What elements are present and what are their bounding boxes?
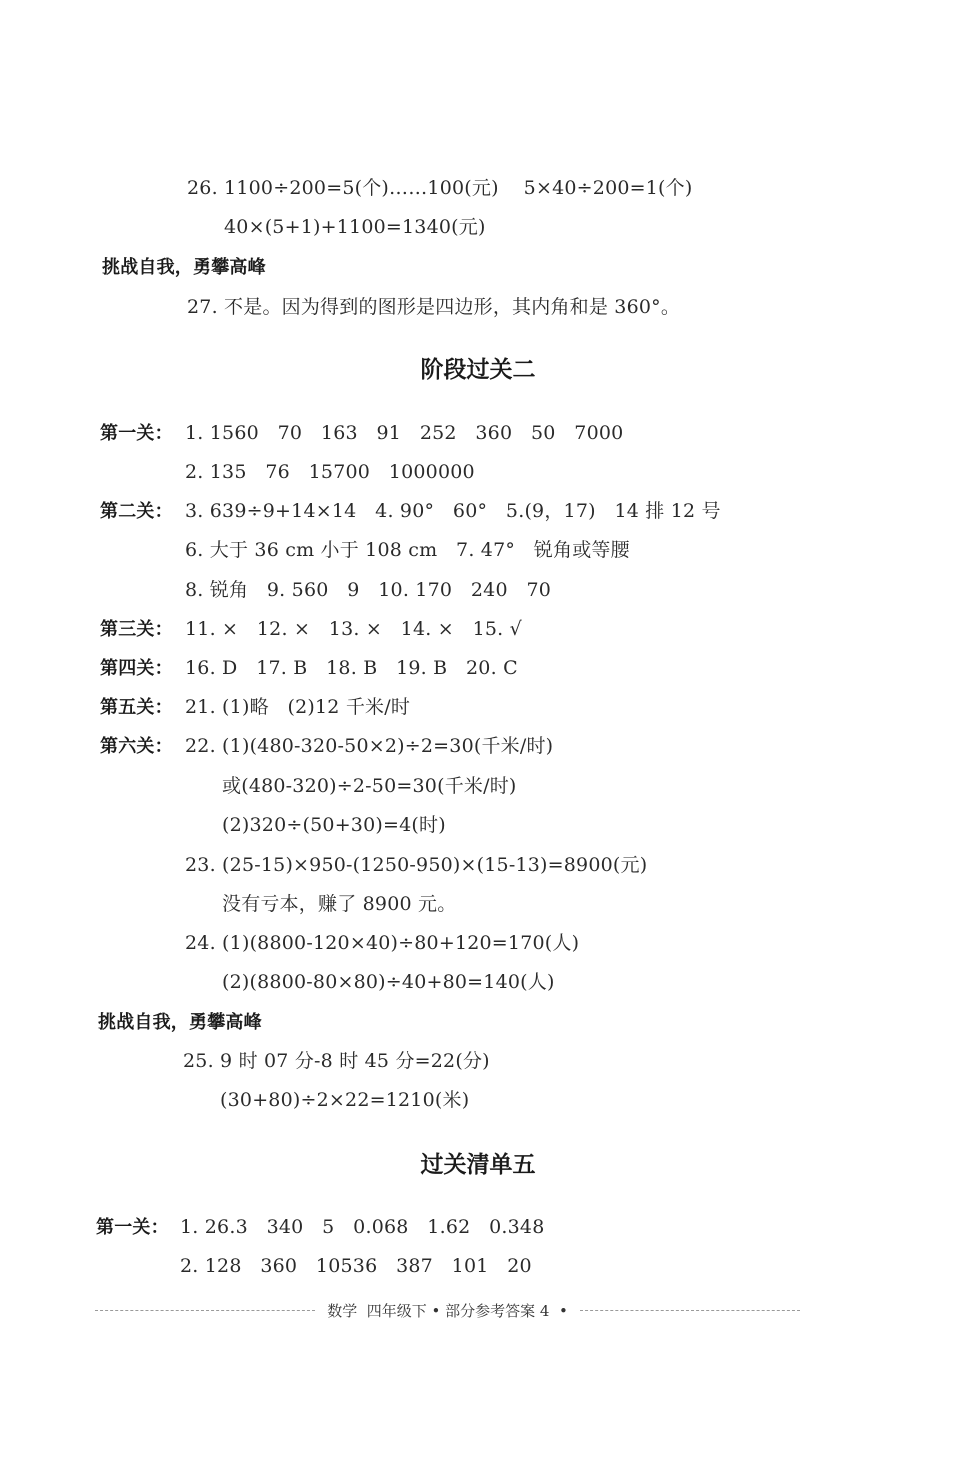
level-5-answers: 21. (1)略 (2)12 千米/时 [185,696,411,718]
answer-25-line2: (30+80)÷2×22=1210(米) [220,1089,470,1111]
section-title-checklist-5: 过关清单五 [420,1151,536,1178]
level-2-answers-c: 8. 锐角 9. 560 9 10. 170 240 70 [185,579,552,601]
challenge-heading-2: 挑战自我，勇攀高峰 [98,1012,262,1033]
footer-rule-left [95,1310,315,1311]
checklist-5-level-1-answers-b: 2. 128 360 10536 387 101 20 [180,1255,532,1277]
answer-22-part2: (2)320÷(50+30)=4(时) [222,814,446,836]
answer-26-line1: 26. 1100÷200=5(个)……100(元) 5×40÷200=1(个) [187,177,693,199]
answer-23-conclusion: 没有亏本，赚了 8900 元。 [222,893,457,915]
level-4-label: 第四关： [100,658,173,679]
level-2-answers-a: 3. 639÷9+14×14 4. 90° 60° 5.(9，17) 14 排 12 号 [185,500,721,522]
level-6-label: 第六关： [100,736,173,757]
answer-25-line1: 25. 9 时 07 分-8 时 45 分=22(分) [183,1050,490,1072]
challenge-heading: 挑战自我，勇攀高峰 [102,257,266,278]
level-2-answers-b: 6. 大于 36 cm 小于 108 cm 7. 47° 锐角或等腰 [185,539,630,561]
section-title-stage-2: 阶段过关二 [420,356,536,383]
checklist-5-level-1-answers-a: 1. 26.3 340 5 0.068 1.62 0.348 [180,1216,545,1238]
level-3-label: 第三关： [100,619,173,640]
answer-22-part1: 22. (1)(480-320-50×2)÷2=30(千米/时) [185,735,554,757]
answer-22-alt: 或(480-320)÷2-50=30(千米/时) [222,775,517,797]
level-5-label: 第五关： [100,697,173,718]
footer-rule-right [580,1310,800,1311]
answer-23-formula: 23. (25-15)×950-(1250-950)×(15-13)=8900(元) [185,854,648,876]
answer-26-line2: 40×(5+1)+1100=1340(元) [224,216,486,238]
page-footer [95,1298,800,1322]
level-3-answers: 11. × 12. × 13. × 14. × 15. √ [185,618,522,640]
answer-24-part2: (2)(8800-80×80)÷40+80=140(人) [222,971,555,993]
answer-27: 27. 不是。因为得到的图形是四边形，其内角和是 360°。 [187,296,681,318]
answer-24-part1: 24. (1)(8800-120×40)÷80+120=170(人) [185,932,580,954]
footer-text: 数学 四年级下 • 部分参考答案 4 • [327,1301,568,1320]
level-4-answers: 16. D 17. B 18. B 19. B 20. C [185,657,518,679]
level-1-answers-a: 1. 1560 70 163 91 252 360 50 7000 [185,422,624,444]
level-1-label: 第一关： [100,423,173,444]
level-1-answers-b: 2. 135 76 15700 1000000 [185,461,475,483]
level-2-label: 第二关： [100,501,173,522]
checklist-5-level-1-label: 第一关： [96,1217,169,1238]
